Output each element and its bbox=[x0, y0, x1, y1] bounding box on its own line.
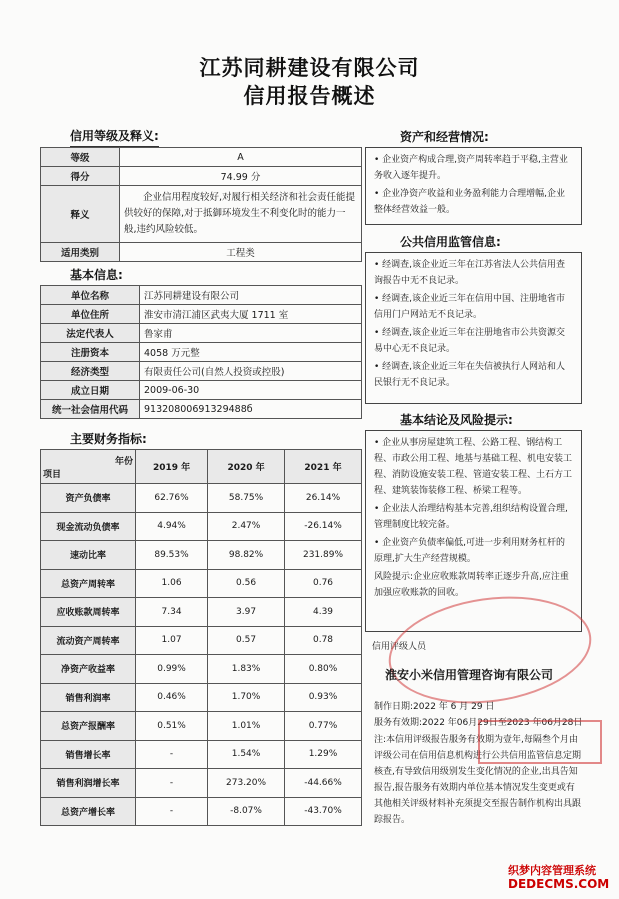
footer-brand: 织梦内容管理系统 bbox=[508, 864, 596, 877]
metric-value: 0.57 bbox=[208, 626, 285, 655]
conclusion-item: • 企业从事房屋建筑工程、公路工程、钢结构工程、市政公用工程、地基与基础工程、机电安装工程、消防设施安装工程、管道安装工程、土石方工程、建筑装饰装修工程、桥梁工程等。 bbox=[374, 438, 573, 496]
basic-row bbox=[41, 400, 362, 419]
basic-row bbox=[41, 362, 362, 381]
category-label: 适用类别 bbox=[41, 243, 120, 262]
meaning-value: 企业信用程度较好,对履行相关经济和社会责任能提供较好的保障,对于抵御环境发生不利变化时的能力一般,违约风险较低。 bbox=[120, 186, 362, 243]
public-box bbox=[365, 252, 582, 404]
conclusion-item: • 企业资产负债率偏低,可进一步利用财务杠杆的原理,扩大生产经营规模。 bbox=[374, 538, 566, 564]
basic-label: 经济类型 bbox=[41, 362, 140, 381]
year-header: 2021 年 bbox=[285, 450, 362, 484]
metric-value: 3.97 bbox=[208, 598, 285, 627]
basic-value: 2009-06-30 bbox=[140, 381, 362, 400]
credit-row-score bbox=[41, 167, 362, 186]
metric-value: 0.93% bbox=[285, 683, 362, 712]
metric-value: 1.54% bbox=[208, 740, 285, 769]
metric-value: 0.99% bbox=[136, 655, 208, 684]
metric-name: 应收账款周转率 bbox=[41, 598, 136, 627]
basic-row bbox=[41, 381, 362, 400]
assets-box bbox=[365, 147, 582, 225]
credit-section-title: 信用等级及释义: bbox=[70, 127, 159, 147]
metric-name: 现金流动负债率 bbox=[41, 512, 136, 541]
public-item: • 经调查,该企业近三年在信用中国、注册地省市信用门户网站无不良记录。 bbox=[374, 294, 566, 320]
metric-value: 0.46% bbox=[136, 683, 208, 712]
signer-label: 信用评级人员 bbox=[372, 642, 427, 652]
financial-row bbox=[41, 712, 362, 741]
credit-row-grade bbox=[41, 148, 362, 167]
metric-name: 资产负债率 bbox=[41, 484, 136, 513]
metric-value: -26.14% bbox=[285, 512, 362, 541]
basic-value: 有限责任公司(自然人投资或控股) bbox=[140, 362, 362, 381]
conclusion-item: 风险提示:企业应收账款周转率正逐步升高,应注重加强应收账款的回收。 bbox=[374, 572, 569, 598]
grade-label: 等级 bbox=[41, 148, 120, 167]
metric-value: -8.07% bbox=[208, 797, 285, 826]
basic-value: 4058 万元整 bbox=[140, 343, 362, 362]
metric-value: 0.56 bbox=[208, 569, 285, 598]
metric-value: 58.75% bbox=[208, 484, 285, 513]
financial-row bbox=[41, 683, 362, 712]
financial-header-row bbox=[41, 450, 362, 484]
score-value: 74.99 分 bbox=[120, 167, 362, 186]
basic-label: 注册资本 bbox=[41, 343, 140, 362]
category-value: 工程类 bbox=[120, 243, 362, 262]
metric-name: 总资产增长率 bbox=[41, 797, 136, 826]
metric-value: 62.76% bbox=[136, 484, 208, 513]
metric-name: 销售增长率 bbox=[41, 740, 136, 769]
metric-value: 0.80% bbox=[285, 655, 362, 684]
metric-name: 总资产周转率 bbox=[41, 569, 136, 598]
metric-name: 销售利润增长率 bbox=[41, 769, 136, 798]
make-date: 制作日期:2022 年 6 月 29 日 bbox=[374, 702, 495, 712]
metric-value: 1.06 bbox=[136, 569, 208, 598]
basic-label: 统一社会信用代码 bbox=[41, 400, 140, 419]
basic-row bbox=[41, 343, 362, 362]
metric-value: -44.66% bbox=[285, 769, 362, 798]
meaning-label: 释义 bbox=[41, 186, 120, 243]
public-item: • 经调查,该企业近三年在江苏省法人公共信用查询报告中无不良记录。 bbox=[374, 260, 566, 286]
metric-value: 4.39 bbox=[285, 598, 362, 627]
year-header: 2019 年 bbox=[136, 450, 208, 484]
metric-value: 1.01% bbox=[208, 712, 285, 741]
financial-row bbox=[41, 512, 362, 541]
metric-name: 速动比率 bbox=[41, 541, 136, 570]
metric-value: - bbox=[136, 797, 208, 826]
metric-value: -43.70% bbox=[285, 797, 362, 826]
basic-label: 法定代表人 bbox=[41, 324, 140, 343]
basic-value: 鲁家甫 bbox=[140, 324, 362, 343]
corner-cell bbox=[41, 450, 136, 484]
metric-value: 1.07 bbox=[136, 626, 208, 655]
metric-value: 0.78 bbox=[285, 626, 362, 655]
metric-value: - bbox=[136, 769, 208, 798]
financial-row bbox=[41, 797, 362, 826]
assets-section-title: 资产和经营情况: bbox=[400, 128, 489, 148]
basic-value: 淮安市清江浦区武夷大厦 1711 室 bbox=[140, 305, 362, 324]
financial-body bbox=[41, 484, 362, 826]
metric-name: 净资产收益率 bbox=[41, 655, 136, 684]
assets-item: • 企业资产构成合理,资产周转率趋于平稳,主营业务收入逐年提升。 bbox=[374, 155, 568, 181]
metric-value: 4.94% bbox=[136, 512, 208, 541]
year-header: 2020 年 bbox=[208, 450, 285, 484]
basic-label: 单位名称 bbox=[41, 286, 140, 305]
metric-value: 89.53% bbox=[136, 541, 208, 570]
metric-value: 231.89% bbox=[285, 541, 362, 570]
financial-table bbox=[40, 449, 362, 826]
public-item: • 经调查,该企业近三年在注册地省市公共资源交易中心无不良记录。 bbox=[374, 328, 566, 354]
basic-value: 91320800691329488б bbox=[140, 400, 362, 419]
financial-row bbox=[41, 769, 362, 798]
assets-item: • 企业净资产收益和业务盈利能力合理增幅,企业整体经营效益一般。 bbox=[374, 189, 566, 215]
basic-value: 江苏同耕建设有限公司 bbox=[140, 286, 362, 305]
corner-top: 年份 bbox=[114, 456, 133, 467]
public-section-title: 公共信用监管信息: bbox=[400, 233, 501, 253]
metric-name: 销售利润率 bbox=[41, 683, 136, 712]
public-item: • 经调查,该企业近三年在失信被执行人网站和人民银行无不良记录。 bbox=[374, 362, 566, 388]
conclusion-section-title: 基本结论及风险提示: bbox=[400, 411, 513, 431]
credit-table bbox=[40, 147, 362, 262]
metric-value: 26.14% bbox=[285, 484, 362, 513]
financial-row bbox=[41, 626, 362, 655]
report-title: 江苏同耕建设有限公司 bbox=[199, 56, 420, 80]
metric-value: 273.20% bbox=[208, 769, 285, 798]
metric-value: 98.82% bbox=[208, 541, 285, 570]
basic-row bbox=[41, 324, 362, 343]
financial-row bbox=[41, 655, 362, 684]
corner-bottom: 项目 bbox=[43, 469, 62, 480]
metric-value: - bbox=[136, 740, 208, 769]
agency-name: 淮安小米信用管理咨询有限公司 bbox=[385, 668, 554, 682]
basic-row bbox=[41, 305, 362, 324]
red-seal bbox=[478, 720, 602, 764]
conclusion-item: • 企业法人治理结构基本完善,组织结构设置合理,管理制度比较完备。 bbox=[374, 504, 568, 530]
metric-value: 1.83% bbox=[208, 655, 285, 684]
metric-value: 1.70% bbox=[208, 683, 285, 712]
metric-value: 0.76 bbox=[285, 569, 362, 598]
basic-row bbox=[41, 286, 362, 305]
credit-row-meaning bbox=[41, 186, 362, 243]
basic-section-title: 基本信息: bbox=[70, 266, 123, 286]
financial-row bbox=[41, 541, 362, 570]
metric-value: 1.29% bbox=[285, 740, 362, 769]
grade-value: A bbox=[120, 148, 362, 167]
financial-row bbox=[41, 740, 362, 769]
metric-value: 0.77% bbox=[285, 712, 362, 741]
report-note: 注:本信用评级报告服务有效期为壹年,每隔叁个月由评级公司在信用信息机构进行公共信用监管信息定期核查,有导致信用级别发生变化情况的企业,出具告知报告,报告服务有效期内单位基本情况发生变更或有其他相关评级材料补充须提交至报告制作机构出具跟踪报告。 bbox=[374, 735, 582, 825]
metric-value: 0.51% bbox=[136, 712, 208, 741]
metric-name: 流动资产周转率 bbox=[41, 626, 136, 655]
metric-value: 7.34 bbox=[136, 598, 208, 627]
financial-section-title: 主要财务指标: bbox=[70, 430, 147, 450]
service-period: 服务有效期:2022 年06月29日至2023 年06月28日 bbox=[374, 718, 583, 728]
report-subtitle: 信用报告概述 bbox=[243, 84, 376, 108]
score-label: 得分 bbox=[41, 167, 120, 186]
financial-row bbox=[41, 569, 362, 598]
financial-row bbox=[41, 598, 362, 627]
metric-name: 总资产报酬率 bbox=[41, 712, 136, 741]
footer-url: DEDECMS.COM bbox=[508, 877, 610, 891]
credit-row-category bbox=[41, 243, 362, 262]
basic-label: 单位住所 bbox=[41, 305, 140, 324]
basic-label: 成立日期 bbox=[41, 381, 140, 400]
financial-row bbox=[41, 484, 362, 513]
basic-table bbox=[40, 285, 362, 419]
metric-value: 2.47% bbox=[208, 512, 285, 541]
